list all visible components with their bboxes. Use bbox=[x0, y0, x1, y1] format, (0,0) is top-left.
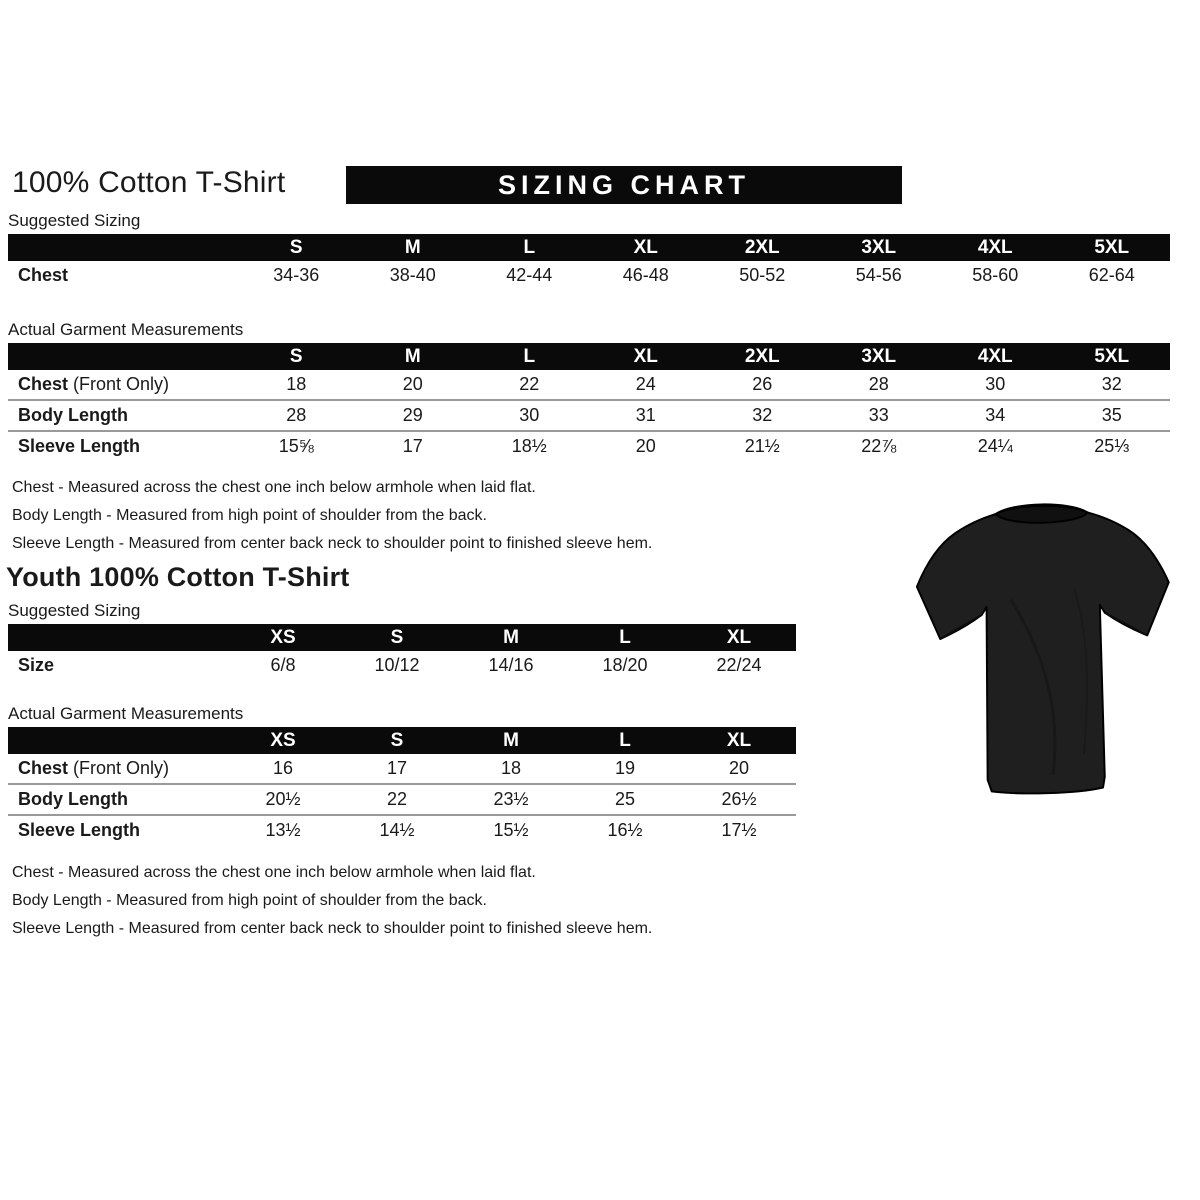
value-cell: 17½ bbox=[721, 820, 757, 840]
column-header: 2XL bbox=[744, 345, 780, 367]
value-cell: 25 bbox=[614, 789, 636, 809]
value-cell: 16½ bbox=[607, 820, 643, 840]
table-row bbox=[8, 651, 796, 680]
row-label bbox=[8, 374, 238, 395]
measurement-note: Sleeve Length - Measured from center back neck to shoulder point to finished sleeve hem. bbox=[12, 920, 653, 937]
value-cell: 21½ bbox=[744, 436, 780, 456]
value-cell: 24 bbox=[635, 374, 656, 394]
value-cell: 32 bbox=[1101, 374, 1122, 394]
column-header: 5XL bbox=[1094, 345, 1130, 367]
row-label-text: Body Length bbox=[18, 405, 128, 425]
row-label-text: Sleeve Length bbox=[18, 436, 141, 456]
black-tshirt-image bbox=[892, 482, 1190, 814]
value-cell: 15½ bbox=[493, 820, 529, 840]
row-label-text: Chest bbox=[18, 374, 69, 394]
value-cell: 20 bbox=[635, 436, 656, 456]
row-label bbox=[8, 265, 238, 286]
tshirt-body bbox=[915, 502, 1172, 795]
row-label bbox=[8, 758, 226, 779]
value-cell: 20 bbox=[402, 374, 423, 394]
column-header: 3XL bbox=[861, 236, 897, 258]
value-cell: 35 bbox=[1101, 405, 1122, 425]
row-label-suffix: (Front Only) bbox=[68, 758, 170, 778]
column-header: 4XL bbox=[977, 345, 1013, 367]
table-header-row bbox=[8, 343, 1170, 370]
measurement-note: Chest - Measured across the chest one inch below armhole when laid flat. bbox=[12, 479, 536, 496]
column-header: L bbox=[523, 345, 536, 367]
value-cell: 17 bbox=[386, 758, 408, 778]
row-label-text: Sleeve Length bbox=[18, 820, 141, 840]
value-cell: 18 bbox=[286, 374, 307, 394]
row-label-text: Body Length bbox=[18, 789, 128, 809]
page-header bbox=[12, 166, 1200, 204]
value-cell: 18/20 bbox=[602, 655, 648, 675]
value-cell: 19 bbox=[614, 758, 636, 778]
column-header: XS bbox=[270, 729, 296, 751]
youth-measurement-notes bbox=[12, 859, 1200, 943]
table-body bbox=[8, 754, 796, 845]
value-cell: 20 bbox=[728, 758, 750, 778]
measurement-note: Chest - Measured across the chest one inch below armhole when laid flat. bbox=[12, 864, 536, 881]
value-cell: 15⅝ bbox=[278, 436, 314, 456]
row-label bbox=[8, 789, 226, 810]
measurement-note: Sleeve Length - Measured from center back neck to shoulder point to finished sleeve hem. bbox=[12, 535, 653, 552]
value-cell: 38-40 bbox=[389, 265, 436, 285]
value-cell: 22 bbox=[519, 374, 540, 394]
table-header-row bbox=[8, 727, 796, 754]
column-header: L bbox=[619, 626, 631, 648]
value-cell: 24¼ bbox=[977, 436, 1013, 456]
value-cell: 34 bbox=[985, 405, 1006, 425]
column-header: S bbox=[289, 345, 303, 367]
row-label-text: Chest bbox=[18, 758, 69, 778]
youth-suggested-heading: Suggested Sizing bbox=[8, 601, 141, 620]
row-label bbox=[8, 405, 238, 426]
table-row bbox=[8, 399, 1170, 430]
value-cell: 62-64 bbox=[1088, 265, 1135, 285]
column-header: S bbox=[390, 626, 404, 648]
value-cell: 16 bbox=[272, 758, 294, 778]
value-cell: 18½ bbox=[511, 436, 547, 456]
value-cell: 54-56 bbox=[855, 265, 902, 285]
table-body bbox=[8, 261, 1170, 290]
column-header: L bbox=[619, 729, 631, 751]
column-header: XL bbox=[633, 345, 658, 367]
measurement-note: Body Length - Measured from high point of shoulder from the back. bbox=[12, 892, 487, 909]
column-header: M bbox=[404, 345, 421, 367]
row-label-text: Size bbox=[18, 655, 55, 675]
value-cell: 26½ bbox=[721, 789, 757, 809]
table-body bbox=[8, 651, 796, 680]
adult-actual-heading: Actual Garment Measurements bbox=[8, 320, 244, 339]
youth-section-title: Youth 100% Cotton T-Shirt bbox=[6, 562, 350, 592]
column-header: L bbox=[523, 236, 536, 258]
value-cell: 14/16 bbox=[488, 655, 534, 675]
value-cell: 13½ bbox=[265, 820, 301, 840]
column-header: S bbox=[289, 236, 303, 258]
row-label bbox=[8, 655, 226, 676]
table-header-row bbox=[8, 624, 796, 651]
value-cell: 34-36 bbox=[273, 265, 320, 285]
row-label-text: Chest bbox=[18, 265, 69, 285]
value-cell: 42-44 bbox=[506, 265, 553, 285]
value-cell: 30 bbox=[519, 405, 540, 425]
column-header: XL bbox=[726, 626, 752, 648]
value-cell: 33 bbox=[868, 405, 889, 425]
column-header: XS bbox=[270, 626, 296, 648]
value-cell: 22⅞ bbox=[861, 436, 897, 456]
value-cell: 26 bbox=[752, 374, 773, 394]
column-header: M bbox=[503, 729, 519, 751]
row-label-suffix: (Front Only) bbox=[68, 374, 170, 394]
youth-actual-heading: Actual Garment Measurements bbox=[8, 704, 244, 723]
value-cell: 25⅓ bbox=[1094, 436, 1130, 456]
table-row bbox=[8, 754, 796, 783]
row-label bbox=[8, 436, 238, 457]
adult-actual-measurements-table bbox=[8, 343, 1170, 461]
page-title: 100% Cotton T-Shirt bbox=[12, 166, 286, 199]
column-header: M bbox=[404, 236, 421, 258]
table-row bbox=[8, 261, 1170, 290]
table-row bbox=[8, 430, 1170, 461]
column-header: XL bbox=[633, 236, 658, 258]
value-cell: 30 bbox=[985, 374, 1006, 394]
value-cell: 14½ bbox=[379, 820, 415, 840]
adult-suggested-sizing-table bbox=[8, 234, 1170, 290]
tshirt-graphic bbox=[889, 479, 1193, 816]
value-cell: 58-60 bbox=[972, 265, 1019, 285]
value-cell: 50-52 bbox=[739, 265, 786, 285]
value-cell: 22/24 bbox=[716, 655, 762, 675]
column-header: S bbox=[390, 729, 404, 751]
column-header: 3XL bbox=[861, 345, 897, 367]
table-body bbox=[8, 370, 1170, 461]
table-row bbox=[8, 814, 796, 845]
table-row bbox=[8, 370, 1170, 399]
value-cell: 23½ bbox=[493, 789, 529, 809]
value-cell: 28 bbox=[868, 374, 889, 394]
column-header: 5XL bbox=[1094, 236, 1130, 258]
table-header-row bbox=[8, 234, 1170, 261]
row-label bbox=[8, 820, 226, 841]
column-header: 4XL bbox=[977, 236, 1013, 258]
value-cell: 17 bbox=[402, 436, 423, 456]
column-header: 2XL bbox=[744, 236, 780, 258]
adult-suggested-heading: Suggested Sizing bbox=[8, 211, 141, 230]
column-header: M bbox=[503, 626, 519, 648]
value-cell: 22 bbox=[386, 789, 408, 809]
value-cell: 29 bbox=[402, 405, 423, 425]
value-cell: 32 bbox=[752, 405, 773, 425]
measurement-note: Body Length - Measured from high point of shoulder from the back. bbox=[12, 507, 487, 524]
value-cell: 10/12 bbox=[374, 655, 420, 675]
value-cell: 6/8 bbox=[270, 655, 296, 675]
value-cell: 31 bbox=[635, 405, 656, 425]
youth-actual-measurements-table bbox=[8, 727, 796, 845]
sizing-chart-banner: SIZING CHART bbox=[346, 166, 902, 204]
value-cell: 46-48 bbox=[622, 265, 669, 285]
value-cell: 28 bbox=[286, 405, 307, 425]
column-header: XL bbox=[726, 729, 752, 751]
value-cell: 18 bbox=[500, 758, 522, 778]
youth-suggested-sizing-table bbox=[8, 624, 796, 680]
value-cell: 20½ bbox=[265, 789, 301, 809]
table-row bbox=[8, 783, 796, 814]
